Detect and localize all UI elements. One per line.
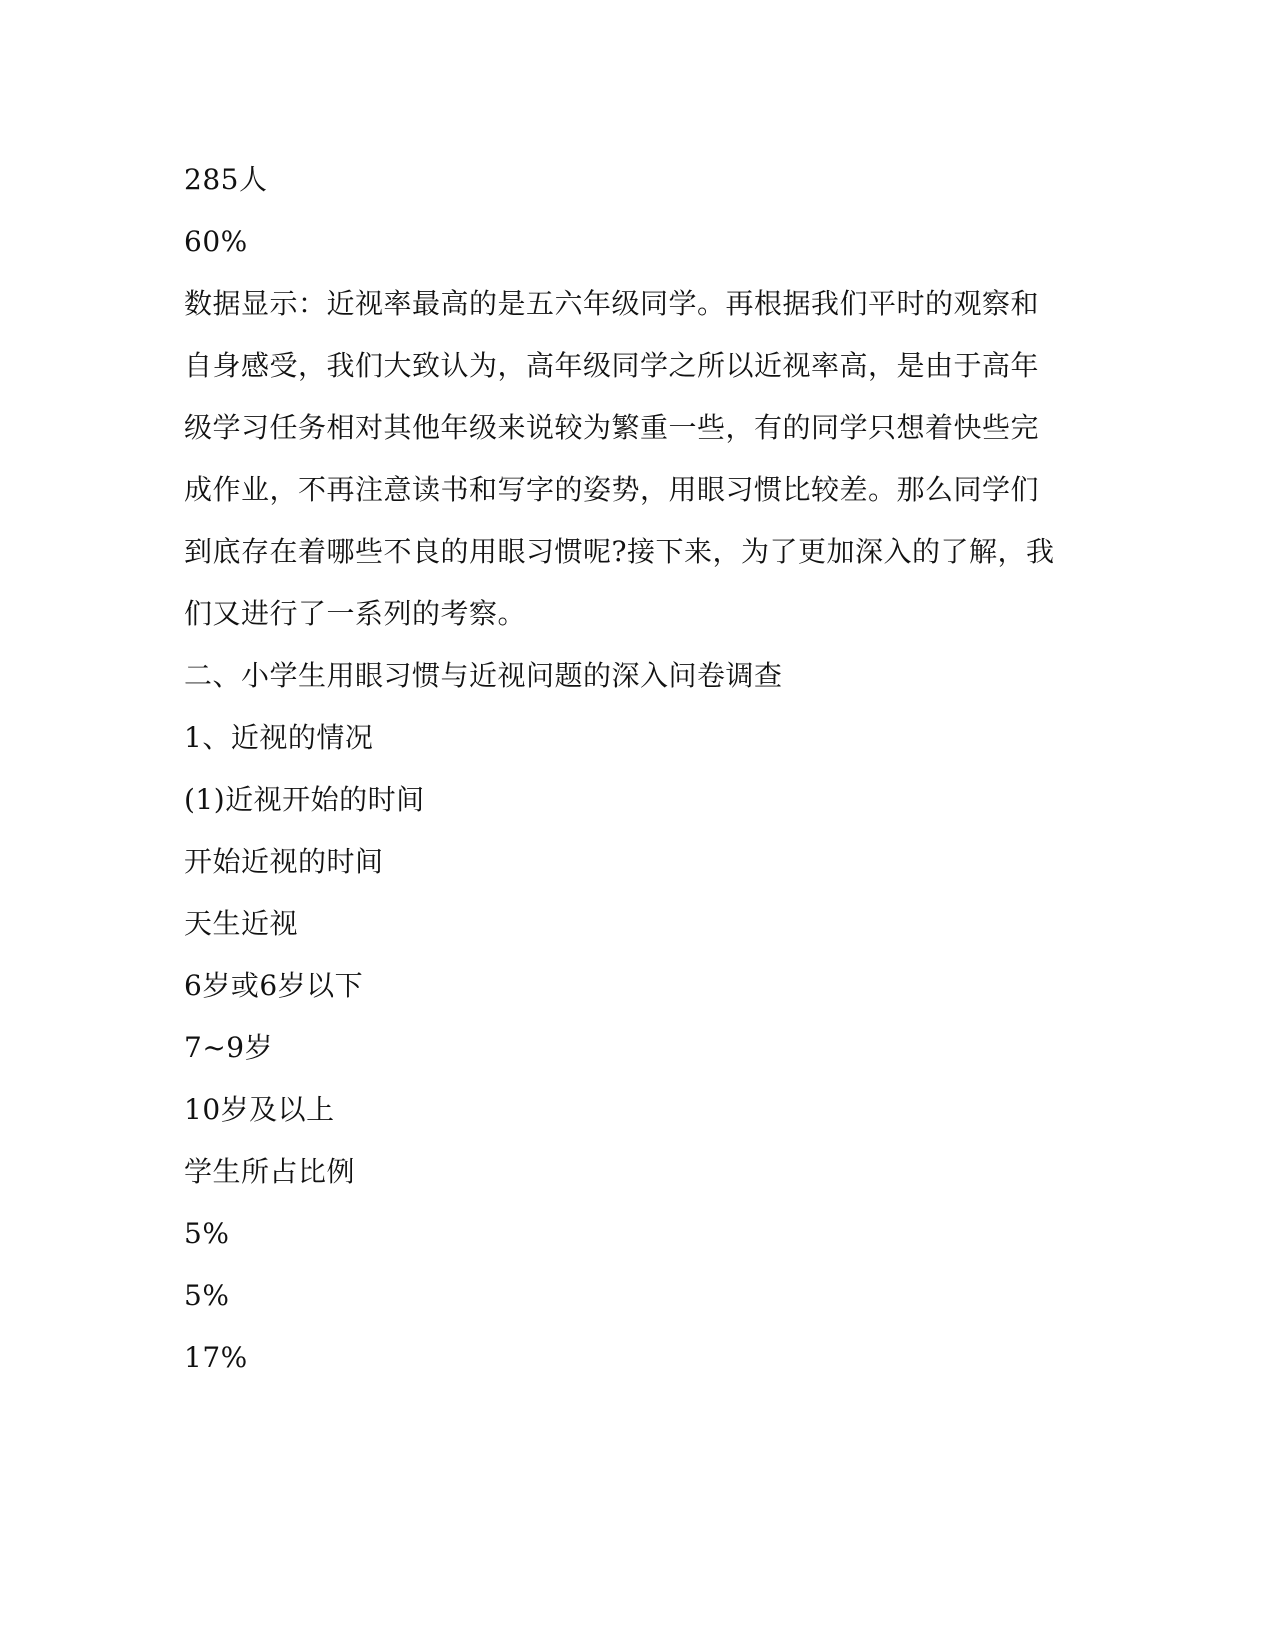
table-cell-age-6-or-below: 6岁或6岁以下: [184, 969, 364, 1002]
table-cell-age-7-9: 7~9岁: [184, 1031, 274, 1064]
subsection-heading: 1、近视的情况: [184, 721, 374, 754]
text-line-percent: 60%: [184, 225, 248, 258]
table-cell-ratio-2: 5%: [184, 1279, 230, 1312]
table-header-ratio: 学生所占比例: [184, 1155, 356, 1188]
paragraph-line-3: 级学习任务相对其他年级来说较为繁重一些，有的同学只想着快些完: [184, 411, 1040, 444]
table-cell-age-10-above: 10岁及以上: [184, 1093, 335, 1126]
table-cell-ratio-1: 5%: [184, 1217, 230, 1250]
paragraph-line-4: 成作业，不再注意读书和写字的姿势，用眼习惯比较差。那么同学们: [184, 473, 1040, 506]
paragraph-line-6: 们又进行了一系列的考察。: [184, 597, 527, 630]
paragraph-line-1: 数据显示：近视率最高的是五六年级同学。再根据我们平时的观察和: [184, 287, 1040, 320]
paragraph-line-2: 自身感受，我们大致认为，高年级同学之所以近视率高，是由于高年: [184, 349, 1040, 382]
section-heading: 二、小学生用眼习惯与近视问题的深入问卷调查: [184, 659, 783, 692]
table-header-time: 开始近视的时间: [184, 845, 384, 878]
table-cell-ratio-3: 17%: [184, 1341, 248, 1374]
table-cell-congenital: 天生近视: [184, 907, 299, 940]
sub-subsection-heading: (1)近视开始的时间: [184, 783, 425, 816]
paragraph-line-5: 到底存在着哪些不良的用眼习惯呢?接下来，为了更加深入的了解，我: [184, 535, 1055, 568]
text-line-count: 285人: [184, 163, 268, 196]
